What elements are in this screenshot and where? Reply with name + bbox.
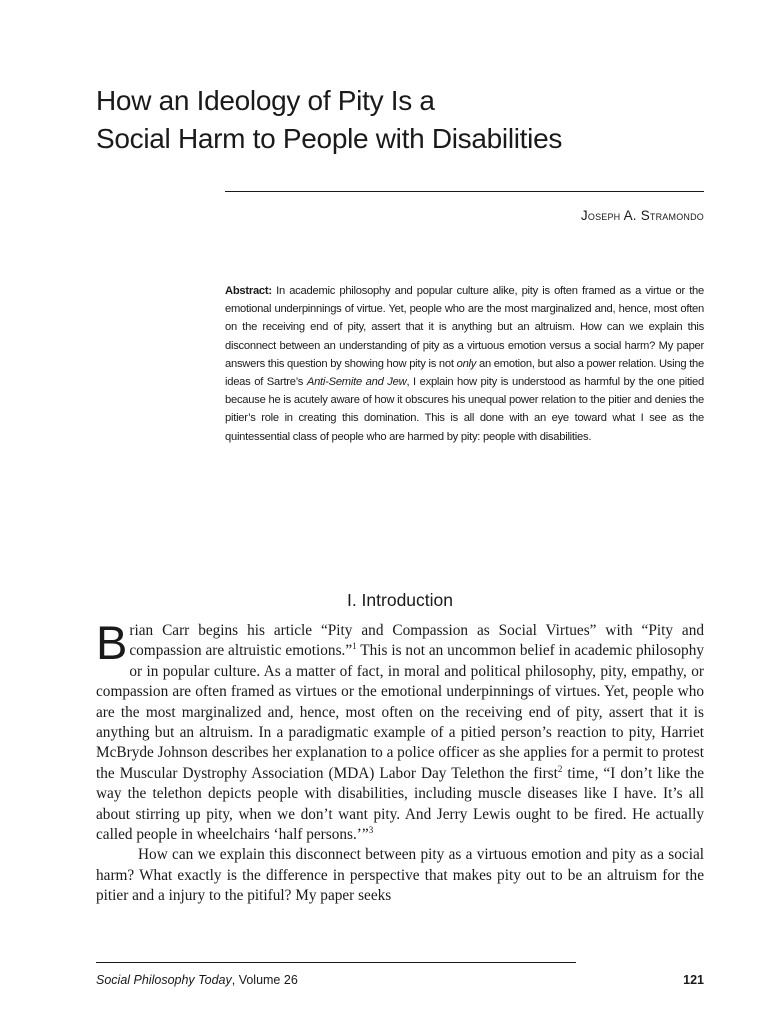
- abstract-book-title: Anti-Semite and Jew: [306, 376, 407, 389]
- page-number: 121: [683, 973, 704, 987]
- footnote-ref-1[interactable]: 1: [352, 641, 357, 652]
- abstract-text-3: , I explain how pity is understood as harmful by the one pitied because he is acutely aware of how it obscures his unequal power relation to the pitier and denies the pitier’s role in creating this domination. This is all done with an eye toward what I see as the quintessential class of people who are harmed by pity: people with disabilities.: [225, 376, 704, 443]
- footer-journal: [96, 973, 298, 987]
- title-divider: [225, 191, 704, 192]
- abstract-label: Abstract:: [225, 285, 272, 297]
- article-title-line-2: Social Harm to People with Disabilities: [96, 123, 563, 154]
- paragraph-1-text-b: This is not an uncommon belief in academic philosophy or in popular culture. As a matter of fact, in moral and political philosophy, pity, empathy, or compassion are often framed as virtues or the emotional underpinnings of virtues. Yet, people who are the most marginalized and, hence, most often on the receiving end of pity, assert that it is anything but an altruism. In a paradigmatic example of a pitied person’s reaction to pity, Harriet McBryde Johnson describes her explanation to a police officer as she applies for a permit to protest the Muscular Dystrophy Association (MDA) Labor Day Telethon the first: [96, 642, 705, 782]
- paragraph-1: [96, 616, 705, 845]
- paragraph-1-text-a: rian Carr begins his article “Pity and Compassion as Social Virtues” with “Pity and compassion are altruistic emotions.”: [129, 622, 704, 660]
- footnote-ref-2[interactable]: 2: [557, 763, 563, 774]
- journal-name: Social Philosophy Today: [96, 973, 232, 987]
- article-title-line-1: How an Ideology of Pity Is a: [96, 85, 435, 116]
- abstract-text-1: In academic philosophy and popular culture alike, pity is often framed as a virtue or the emotional underpinnings of virtue. Yet, people who are the most marginalized and, hence, most often on the receiving end of pity, assert that it is anything but an altruism. How can we explain this disconnect between an understanding of pity as a virtuous emotion versus a social harm? My paper answers this question by showing how pity is not: [225, 285, 704, 370]
- abstract-text-2: an emotion, but also a power relation. Using the ideas of Sartre’s: [225, 357, 704, 389]
- paragraph-2: How can we explain this disconnect between pity as a virtuous emotion and pity as a social harm? What exactly is the difference in perspective that makes pity out to be an altruism for the pitier and a injury to the pitiful? My paper seeks: [96, 846, 704, 905]
- section-heading: I. Introduction: [346, 590, 454, 610]
- footnote-ref-3[interactable]: 3: [368, 824, 374, 835]
- footer-divider: [96, 962, 576, 963]
- article-title: [96, 82, 696, 158]
- paragraph-1-text-c: time, “I don’t like the way the telethon depicts people with disabilities, including muscle diseases like I have. It’s all about stirring up pity, when we don’t want pity. And Jerry Lewis ought to be fired. He actually called people in wheelchairs ‘half persons.’”: [96, 764, 705, 844]
- drop-cap: B: [96, 616, 128, 669]
- abstract-emphasis-only: only: [456, 357, 477, 370]
- journal-volume: , Volume 26: [231, 973, 298, 987]
- abstract: [225, 282, 704, 446]
- author-name: Joseph A. Stramondo: [580, 208, 704, 223]
- body-text: [96, 616, 705, 907]
